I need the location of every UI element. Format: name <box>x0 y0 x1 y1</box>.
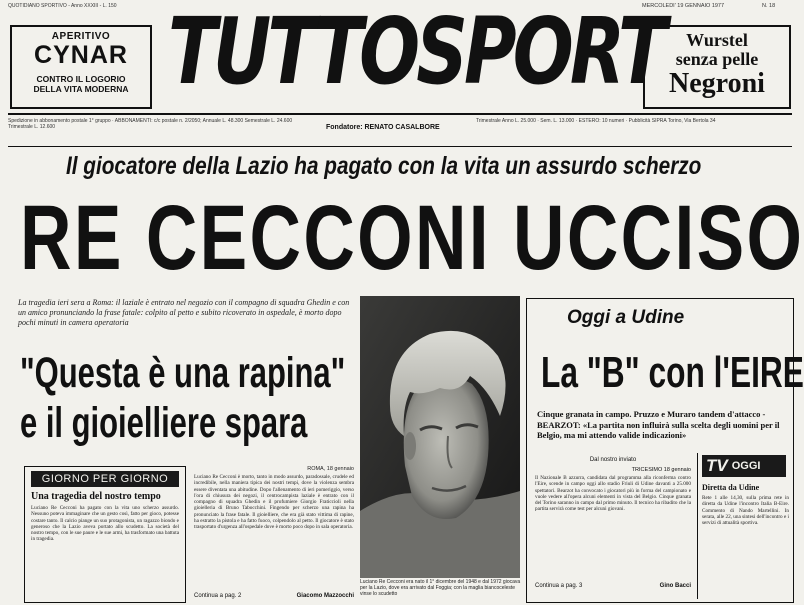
article-main-byline: Giacomo Mazzocchi <box>296 593 354 599</box>
photo-caption: Luciano Re Cecconi era nato il 1° dicembre del 1948 e dal 1972 giocava per la Lazio, dove era arrivato dal Foggia; con la maglia biancoceleste vinse lo scudetto <box>360 579 521 597</box>
column-left-title: Una tragedia del nostro tempo <box>31 491 161 502</box>
issue-number: N. 18 <box>762 3 776 9</box>
column-left <box>24 466 186 603</box>
player-portrait <box>360 296 520 578</box>
prices-info: Trimestrale Anno L. 25.000 · Sem. L. 13.000 · ESTERO: 10 numeri · Pubblicità SIPRA Torino, Via Bertola 34 <box>476 118 716 124</box>
tv-oggi: OGGI <box>731 460 761 472</box>
tv-badge <box>702 455 786 477</box>
subscription-info: Spedizione in abbonamento postale 1° gruppo · ABBONAMENTI: c/c postale n. 2/2050; Annuale L. 48.300 Semestrale L. 24.600 Trimestrale L. 12.600 <box>8 118 293 130</box>
headline: RE CECCONI UCCISO <box>20 187 804 289</box>
sidebar-lead: Cinque granata in campo. Pruzzo e Muraro tandem d'attacco - BEARZOT: «La partita non influirà sulla scelta degli uomini per il Belgio, ma mi attendo valide indicazioni» <box>537 409 780 440</box>
cynar-tagline-2: DELLA VITA MODERNA <box>33 84 129 94</box>
negroni-line-2: senza pelle <box>675 49 759 69</box>
sidebar-from-label: Dal nostro inviato <box>589 457 637 463</box>
cynar-brand: CYNAR <box>34 41 128 69</box>
negroni-ad <box>643 25 791 109</box>
column-left-text: Luciano Re Cecconi ha pagato con la vita uno scherzo assurdo. Nessuno poteva immaginare che un gesto così, fatto per gioco, potesse costare tanto. Il calcio piange un suo protagonista, un ragazzo biondo e generoso che la Lazio aveva portato allo scudetto. La società del nostro tempo, con le sue paure e le sue armi, ha trasformato una battuta in tragedia. <box>31 505 181 543</box>
masthead-rule-2 <box>8 146 792 147</box>
negroni-brand: Negroni <box>669 68 765 99</box>
negroni-line-1: Wurstel <box>686 30 748 50</box>
founder-label: Fondatore: RENATO CASALBORE <box>326 124 440 131</box>
cynar-ad-top: APERITIVO <box>51 31 111 42</box>
cynar-ad <box>10 25 152 109</box>
newspaper-info: QUOTIDIANO SPORTIVO - Anno XXXIII - L. 150 <box>8 3 117 9</box>
tv-box <box>697 453 789 599</box>
cynar-tagline-1: CONTRO IL LOGORIO <box>36 74 126 84</box>
kicker-wrap <box>66 152 766 182</box>
article-main-text: Luciano Re Cecconi è morto, tanto in modo assurdo, paradossale, crudele ed incredibile, nella maniera tipica dei nostri tempi, dove la violenza sembra essere diventata una abitudine. Dopo l'allenamento di ieri pomeriggio, verso l'ora di chiusura dei negozi, il centrocampista laziale è entrato con il compagno di squadra Ghedin e il profumiere Giorgio Fraticcioli nella gioielleria di Bruno Tabocchini. Fingendo per scherzo una rapina ha pronunciato la frase fatale. Il gioielliere, che era già stato vittima di rapine, ha estratto la pistola e ha fatto fuoco, colpendolo al petto. Il giocatore è stato trasportato d'urgenza all'ospedale dove è morto poco dopo in sala operatoria. <box>194 474 356 531</box>
masthead-rule <box>8 113 792 115</box>
subhead-line-1: "Questa è una rapina" <box>20 349 346 397</box>
player-photo <box>360 296 520 578</box>
sidebar-dateline: TRICESIMO 18 gennaio <box>631 467 691 473</box>
sidebar-kicker: Oggi a Udine <box>567 307 685 328</box>
sidebar-continued: Continua a pag. 3 <box>535 583 583 589</box>
sidebar-byline: Gino Bacci <box>659 583 691 589</box>
sidebar-headline: La "B" con l'EIRE <box>541 348 804 397</box>
article-main-dateline: ROMA, 18 gennaio <box>307 466 354 472</box>
subhead-line-2: e il gioielliere spara <box>20 399 308 447</box>
article-main <box>194 466 354 603</box>
issue-date: MERCOLEDI' 19 GENNAIO 1977 <box>642 3 725 9</box>
column-left-label: GIORNO PER GIORNO <box>31 471 179 487</box>
tv-icon: TV <box>706 456 728 475</box>
article-main-continued: Continua a pag. 2 <box>194 593 242 599</box>
tv-text: Rete 1 alle 14,30, sulla prima rete in diretta da Udine l'incontro Italia B-Eire. Commento di Nando Martellini. In serata, alle 22, una sintesi dell'incontro e i servizi di attualità sportiva. <box>702 495 791 527</box>
subhead-wrap <box>20 348 356 456</box>
sidebar <box>526 298 804 603</box>
kicker: Il giocatore della Lazio ha pagato con la vita un assurdo scherzo <box>66 152 702 180</box>
tv-title: Diretta da Udine <box>702 483 760 492</box>
lead-summary: La tragedia ieri sera a Roma: il laziale è entrato nel negozio con il compagno di squadra Ghedin e con un amico pronunciando la frase fatale: colpito al petto e subito ricoverato in ospedale, è morto dopo pochi minuti in camera operatoria <box>18 298 350 327</box>
headline-wrap <box>20 187 804 289</box>
sidebar-text: Il Nazionale B azzurra, candidata dal programma alla riconferma contro l'Eire, scende in campo oggi allo stadio Friuli di Udine davanti a 25.000 spettatori. Bearzot ha convocato i giocatori più in forma del campionato e vuole vedere all'opera alcuni elementi in vista del Belgio. Cinque granata del Torino saranno in campo dal primo minuto. Il tecnico ha ribadito che la partita servirà come test per alcuni giovani. <box>535 475 693 513</box>
masthead-title: TUTTOSPORT <box>168 0 664 105</box>
masthead-title-wrap <box>168 0 664 106</box>
